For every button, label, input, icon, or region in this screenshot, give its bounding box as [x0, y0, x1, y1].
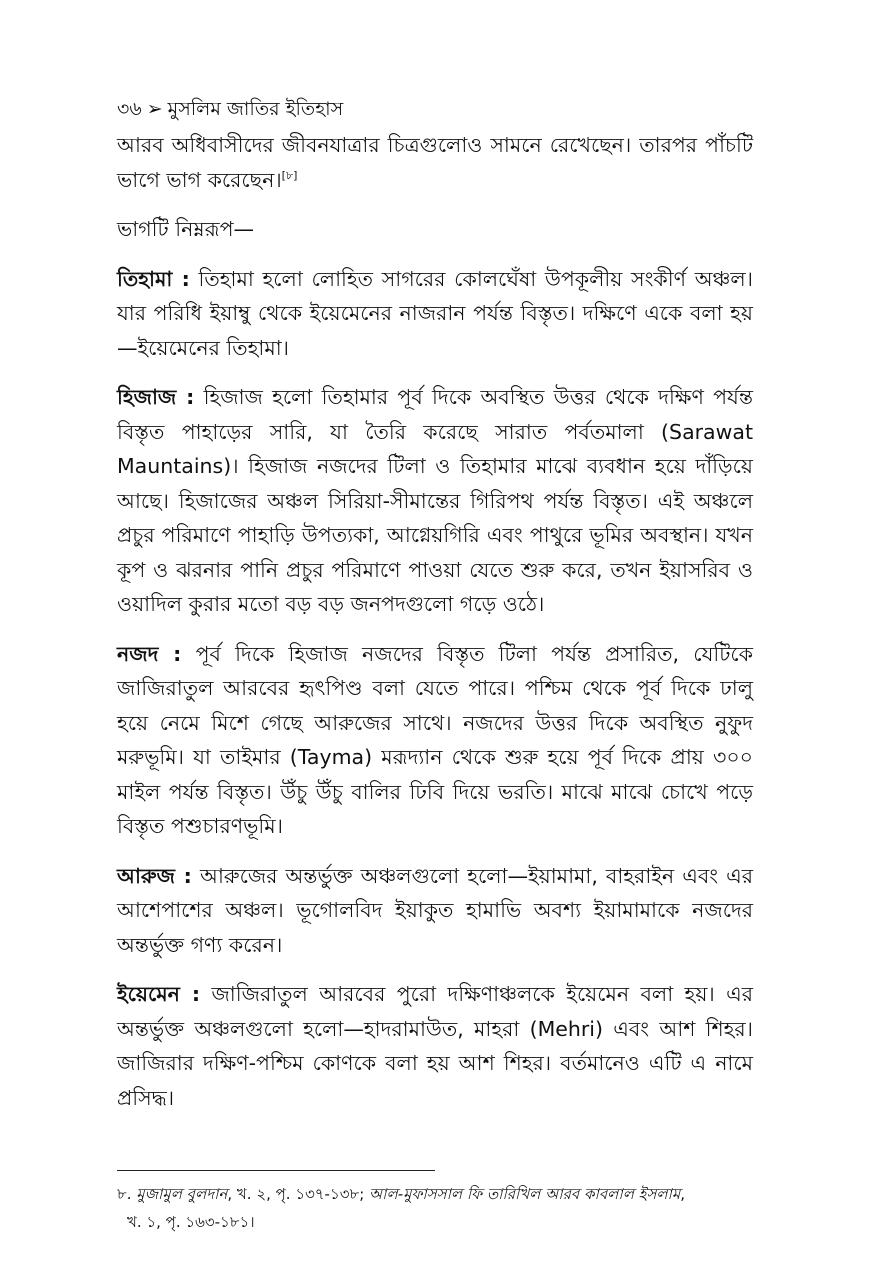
region-term: তিহামা : [117, 266, 190, 291]
footnote-source-2: আল-মুফাসসাল ফি তারিখিল আরব কাবলাল ইসলাম [369, 1185, 681, 1203]
region-text: হিজাজ হলো তিহামার পূর্ব দিকে অবস্থিত উত্তর থেকে দক্ষিণ পর্যন্ত বিস্তৃত পাহাড়ের সারি, যা তৈরি করেছে সারাত পর্বতমালা (Sarawat Mauntains)। হিজাজ নজদের টিলা ও তিহামার মাঝে ব্যবধান হয়ে দাঁড়িয়ে আছে। হিজাজের অঞ্চল সিরিয়া-সীমান্তের গিরিপথ পর্যন্ত বিস্তৃত। এই অঞ্চলে প্রচুর পরিমাণে পাহাড়ি উপত্যকা, আগ্নেয়গিরি এবং পাথুরে ভূমির অবস্থান। যখন কূপ ও ঝরনার পানি প্রচুর পরিমাণে পাওয়া যেতে শুরু করে, তখন ইয়াসরিব ও ওয়াদিল কুরার মতো বড় বড় জনপদগুলো গড়ে ওঠে। [117, 385, 753, 616]
region-paragraph-yemen [117, 977, 753, 1115]
region-text: পূর্ব দিকে হিজাজ নজদের বিস্তৃত টিলা পর্যন্ত প্রসারিত, যেটিকে জাজিরাতুল আরবের হৃৎপিণ্ড বলা যেতে পারে। পশ্চিম থেকে পূর্ব দিকে ঢালু হয়ে নেমে মিশে গেছে আরুজের সাথে। নজদের উত্তর দিকে অবস্থিত নুফুদ মরুভূমি। যা তাইমার (Tayma) মরূদ্যান থেকে শুরু হয়ে পূর্ব দিকে প্রায় ৩০০ মাইল পর্যন্ত বিস্তৃত। উঁচু উঁচু বালির ঢিবি দিয়ে ভরতি। মাঝে মাঝে চোখে পড়ে বিস্তৃত পশুচারণভূমি। [117, 641, 753, 838]
intro-paragraph [117, 128, 753, 197]
body-text [117, 128, 753, 1115]
page-number: ৩৬ [117, 98, 142, 120]
region-term: ইয়েমেন : [117, 982, 201, 1006]
region-paragraph-najd [117, 637, 753, 844]
running-head [117, 96, 343, 122]
region-paragraph-hijaz [117, 380, 753, 622]
division-heading: ভাগটি নিম্নরূপ— [117, 217, 254, 241]
region-paragraph-tihama [117, 262, 753, 366]
region-term: নজদ : [117, 641, 182, 666]
region-term: আরুজ : [117, 863, 192, 888]
footnote-reference[interactable]: [৮] [281, 168, 298, 182]
arrow-icon: ➢ [146, 98, 163, 120]
region-text: আরুজের অন্তর্ভুক্ত অঞ্চলগুলো হলো—ইয়ামামা, বাহরাইন এবং এর আশেপাশের অঞ্চল। ভূগোলবিদ ইয়াকুত হামাভি অবশ্য ইয়ামামাকে নজদের অন্তর্ভুক্ত গণ্য করেন। [117, 863, 753, 957]
book-title: মুসলিম জাতির ইতিহাস [167, 98, 344, 120]
region-paragraph-aruz [117, 859, 753, 963]
footnote [117, 1180, 753, 1236]
region-text: জাজিরাতুল আরবের পুরো দক্ষিণাঞ্চলকে ইয়েমেন বলা হয়। এর অন্তর্ভুক্ত অঞ্চলগুলো হলো—হাদরামাউত, মাহরা (Mehri) এবং আশ শিহর। জাজিরার দক্ষিণ-পশ্চিম কোণকে বলা হয় আশ শিহর। বর্তমানেও এটি এ নামে প্রসিদ্ধ। [117, 982, 753, 1110]
footnote-marker: ৮. [117, 1185, 132, 1203]
footnote-detail-1: , খ. ২, পৃ. ১৩৭-১৩৮; [227, 1185, 365, 1203]
region-text: তিহামা হলো লোহিত সাগরের কোলঘেঁষা উপকূলীয় সংকীর্ণ অঞ্চল। যার পরিধি ইয়াম্বু থেকে ইয়েমেনের নাজরান পর্যন্ত বিস্তৃত। দক্ষিণে একে বলা হয়—ইয়েমেনের তিহামা। [117, 266, 754, 360]
footnote-line-2: খ. ১, পৃ. ১৬৩-১৮১। [127, 1213, 255, 1231]
region-term: হিজাজ : [117, 385, 195, 409]
footnote-divider [117, 1170, 435, 1171]
footnote-detail-2: , [680, 1185, 686, 1203]
intro-text: আরব অধিবাসীদের জীবনযাত্রার চিত্রগুলোও সামনে রেখেছেন। তারপর পাঁচটি ভাগে ভাগ করেছেন। [117, 133, 753, 192]
footnote-source-1: মুজামুল বুলদান [136, 1185, 228, 1203]
